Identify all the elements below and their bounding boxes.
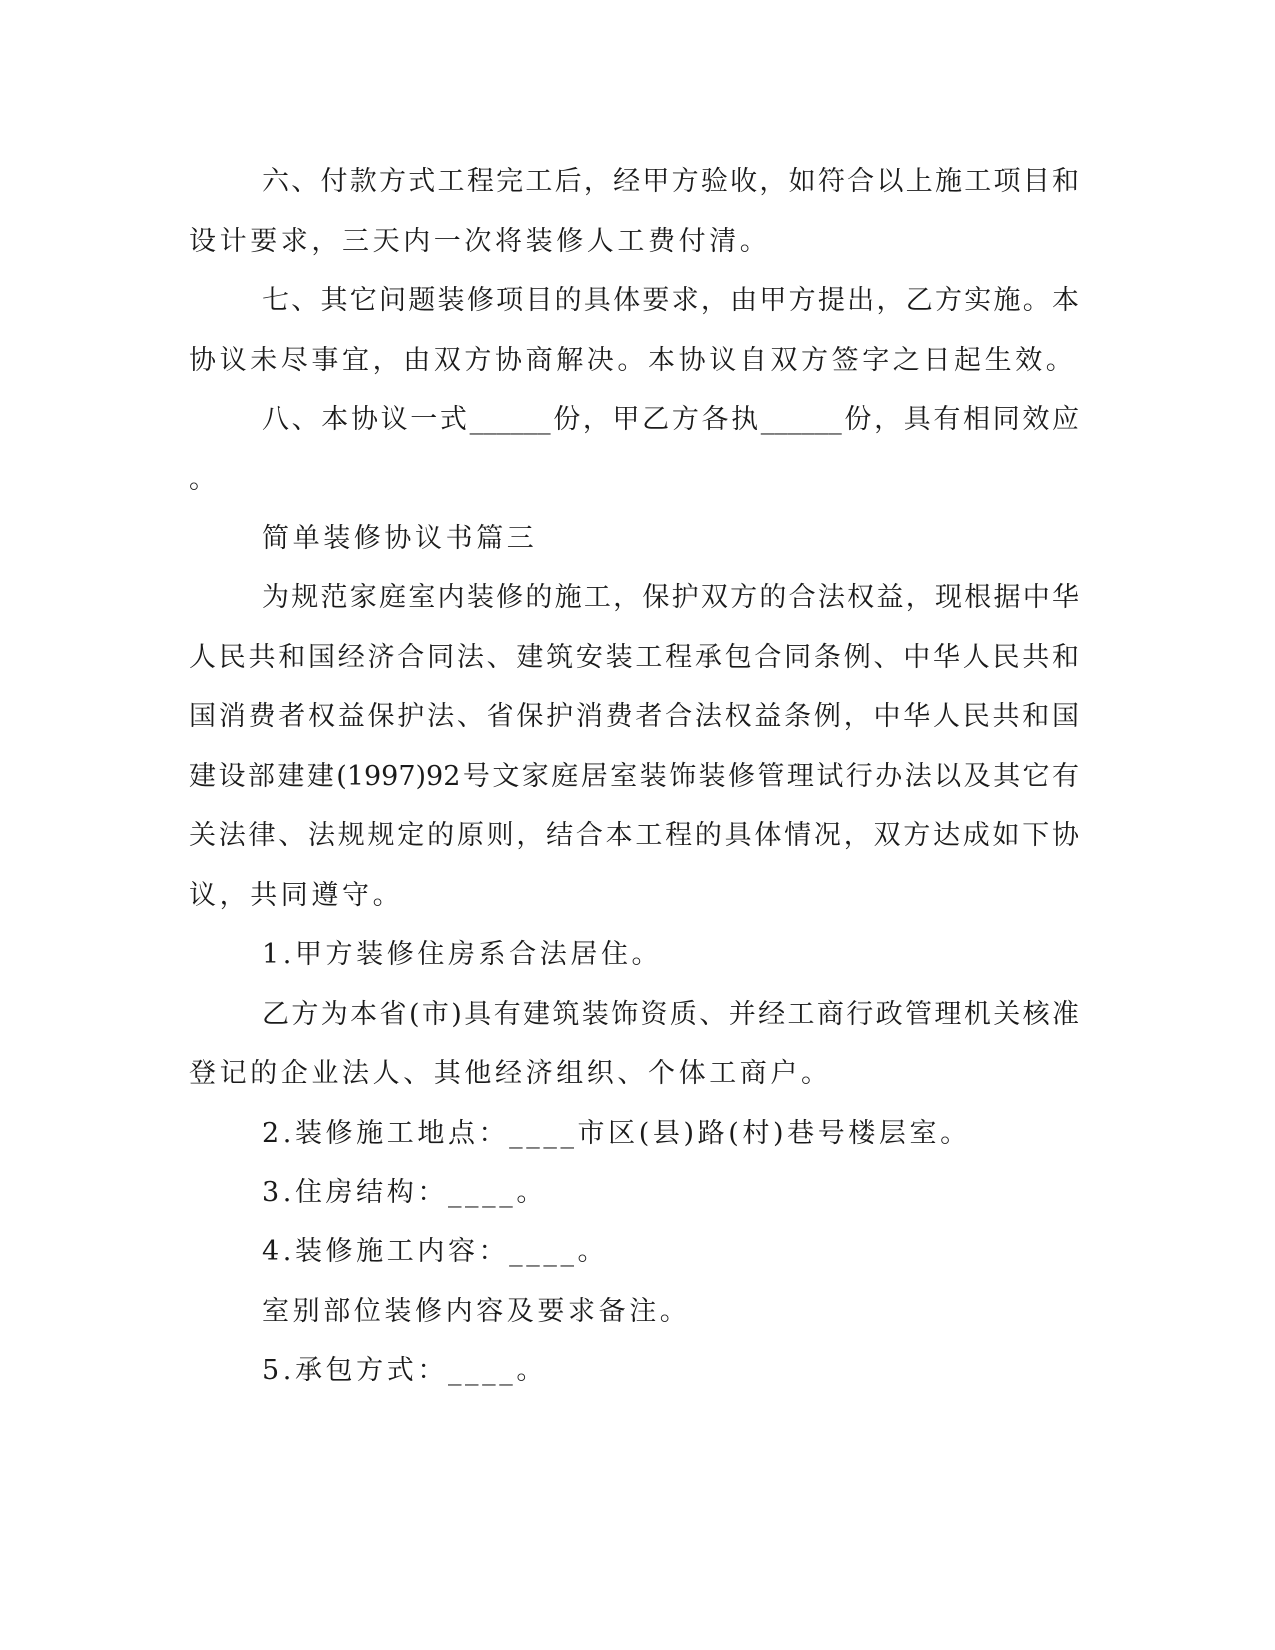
- section-heading: 简单装修协议书篇三: [262, 523, 538, 554]
- intro-line-3: 国消费者权益保护法、省保护消费者合法权益条例，中华人民共和国: [189, 701, 1079, 732]
- paragraph-6-line-1: 六、付款方式工程完工后，经甲方验收，如符合以上施工项目和: [262, 166, 1079, 197]
- intro-line-1: 为规范家庭室内装修的施工，保护双方的合法权益，现根据中华: [262, 582, 1079, 613]
- paragraph-7-line-2: 协议未尽事宜，由双方协商解决。本协议自双方签字之日起生效。: [189, 345, 1077, 376]
- intro-line-6: 议，共同遵守。: [189, 880, 404, 911]
- clause-2: 2.装修施工地点：____市区(县)路(村)巷号楼层室。: [262, 1118, 971, 1149]
- paragraph-7-line-1: 七、其它问题装修项目的具体要求，由甲方提出，乙方实施。本: [262, 285, 1079, 316]
- clause-5: 5.承包方式：____。: [262, 1355, 547, 1386]
- paragraph-8-line-1: 八、本协议一式______份，甲乙方各执______份，具有相同效应: [262, 404, 1079, 435]
- intro-line-2: 人民共和国经济合同法、建筑安装工程承包合同条例、中华人民共和: [189, 642, 1079, 673]
- intro-line-5: 关法律、法规规定的原则，结合本工程的具体情况，双方达成如下协: [189, 820, 1079, 851]
- room-note: 室别部位装修内容及要求备注。: [262, 1296, 691, 1327]
- clause-1: 1.甲方装修住房系合法居住。: [262, 939, 663, 970]
- party-b-line-2: 登记的企业法人、其他经济组织、个体工商户。: [189, 1058, 832, 1089]
- intro-line-4: 建设部建建(1997)92号文家庭居室装饰装修管理试行办法以及其它有: [189, 761, 1079, 792]
- paragraph-6-line-2: 设计要求，三天内一次将装修人工费付清。: [189, 226, 771, 257]
- party-b-line-1: 乙方为本省(市)具有建筑装饰资质、并经工商行政管理机关核准: [262, 999, 1079, 1030]
- paragraph-8-line-2: 。: [189, 464, 220, 495]
- clause-4: 4.装修施工内容：____。: [262, 1236, 609, 1267]
- clause-3: 3.住房结构：____。: [262, 1177, 547, 1208]
